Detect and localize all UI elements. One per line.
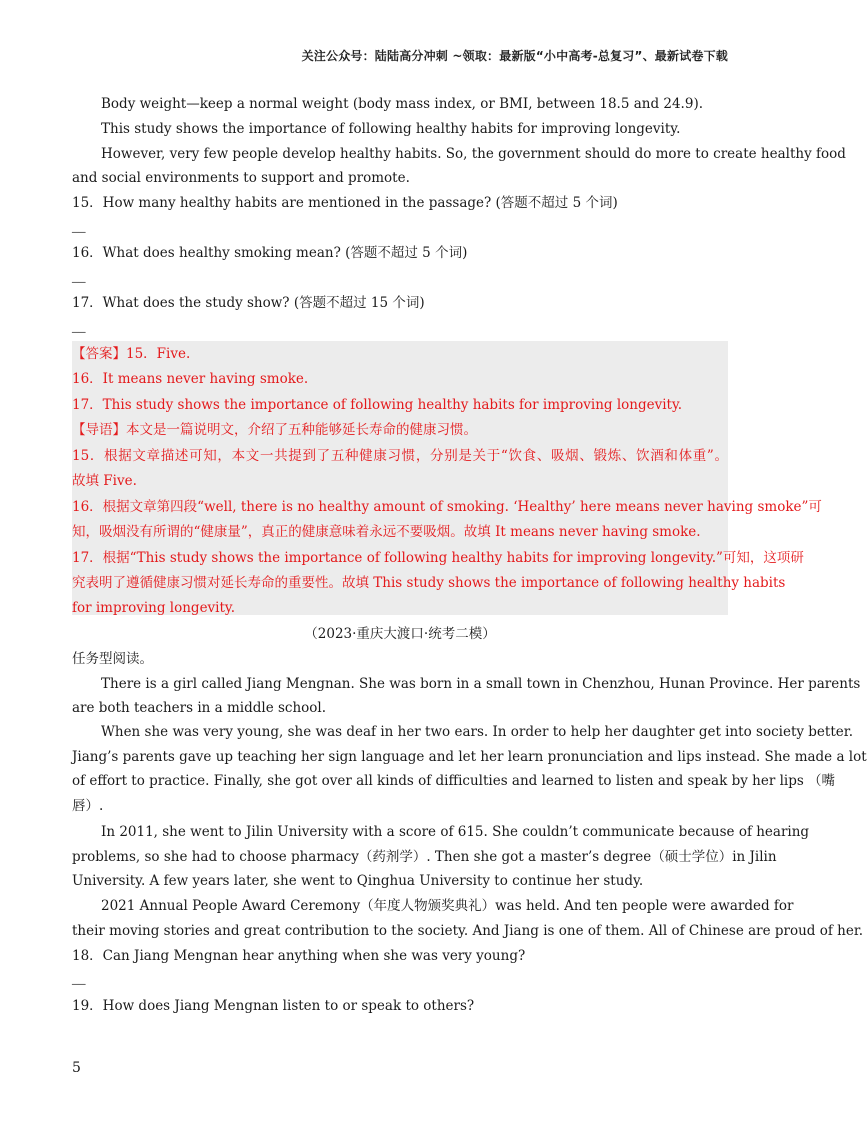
guide-text: 【导语】本文是一篇说明文，介绍了五种能够延长寿命的健康习惯。: [72, 422, 477, 438]
question-16: 16．What does healthy smoking mean? (答题不超过 5 个词): [72, 245, 468, 261]
answer-16: 16．It means never having smoke.: [72, 371, 309, 387]
answer-15: 【答案】15．Five.: [72, 346, 191, 362]
passage-line: This study shows the importance of following healthy habits for improving longevity.: [101, 121, 681, 137]
passage-line: University. A few years later, she went to Qinghua University to continue her study.: [72, 873, 644, 889]
passage-line: Jiang’s parents gave up teaching her sign language and let her learn pronunciation and lips instead. She made a lot: [72, 749, 867, 765]
explanation-16: 16．根据文章第四段“well, there is no healthy amount of smoking. ‘Healthy’ here means never having smoke”可: [72, 499, 822, 515]
answer-blank: __: [72, 269, 86, 284]
answer-blank: __: [72, 219, 86, 234]
passage-line: and social environments to support and promote.: [72, 170, 410, 186]
task-label: 任务型阅读。: [72, 651, 153, 667]
explanation-15: 故填 Five.: [72, 473, 137, 489]
explanation-15: 15．根据文章描述可知，本文一共提到了五种健康习惯，分别是关于“饮食、吸烟、锻炼、饮酒和体重”。: [72, 448, 728, 464]
explanation-17: for improving longevity.: [72, 600, 236, 616]
passage-line: There is a girl called Jiang Mengnan. She was born in a small town in Chenzhou, Hunan Province. Her parents: [101, 676, 861, 692]
passage-line: When she was very young, she was deaf in her two ears. In order to help her daughter get into society better.: [101, 724, 854, 740]
source-line: （2023·重庆大渡口·统考二模）: [304, 626, 496, 642]
header-promo: 关注公众号：陆陆高分冲刺 ~领取：最新版“小中高考-总复习”、最新试卷下载: [301, 49, 728, 63]
explanation-17: 17．根据“This study shows the importance of following healthy habits for improving longevity.”可知，这项研: [72, 550, 804, 566]
passage-line: However, very few people develop healthy habits. So, the government should do more to create healthy food: [101, 146, 846, 162]
passage-line: are both teachers in a middle school.: [72, 700, 327, 716]
passage-line: their moving stories and great contribution to the society. And Jiang is one of them. All of Chinese are proud of her.: [72, 923, 864, 939]
explanation-16: 知，吸烟没有所谓的“健康量”，真正的健康意味着永远不要吸烟。故填 It means never having smoke.: [72, 524, 701, 540]
passage-line: Body weight—keep a normal weight (body mass index, or BMI, between 18.5 and 24.9).: [101, 96, 703, 112]
question-18: 18．Can Jiang Mengnan hear anything when she was very young?: [72, 948, 526, 964]
passage-line: problems, so she had to choose pharmacy（药剂学）. Then she got a master’s degree（硕士学位）in Jilin: [72, 849, 777, 865]
question-17: 17．What does the study show? (答题不超过 15 个词): [72, 295, 425, 311]
question-19: 19．How does Jiang Mengnan listen to or speak to others?: [72, 998, 475, 1014]
question-15: 15．How many healthy habits are mentioned in the passage? (答题不超过 5 个词): [72, 195, 618, 211]
answer-blank: __: [72, 319, 86, 334]
explanation-17: 究表明了遵循健康习惯对延长寿命的重要性。故填 This study shows the importance of following healthy habits: [72, 575, 786, 591]
passage-line: 唇）.: [72, 798, 104, 814]
passage-line: 2021 Annual People Award Ceremony（年度人物颁奖典礼）was held. And ten people were awarded for: [101, 898, 794, 914]
passage-line: In 2011, she went to Jilin University with a score of 615. She couldn’t communicate because of hearing: [101, 824, 810, 840]
page-number: 5: [72, 1060, 81, 1076]
passage-line: of effort to practice. Finally, she got over all kinds of difficulties and learned to listen and speak by her lips （嘴: [72, 773, 836, 789]
answer-17: 17．This study shows the importance of following healthy habits for improving longevity.: [72, 397, 683, 413]
answer-blank: __: [72, 971, 86, 986]
